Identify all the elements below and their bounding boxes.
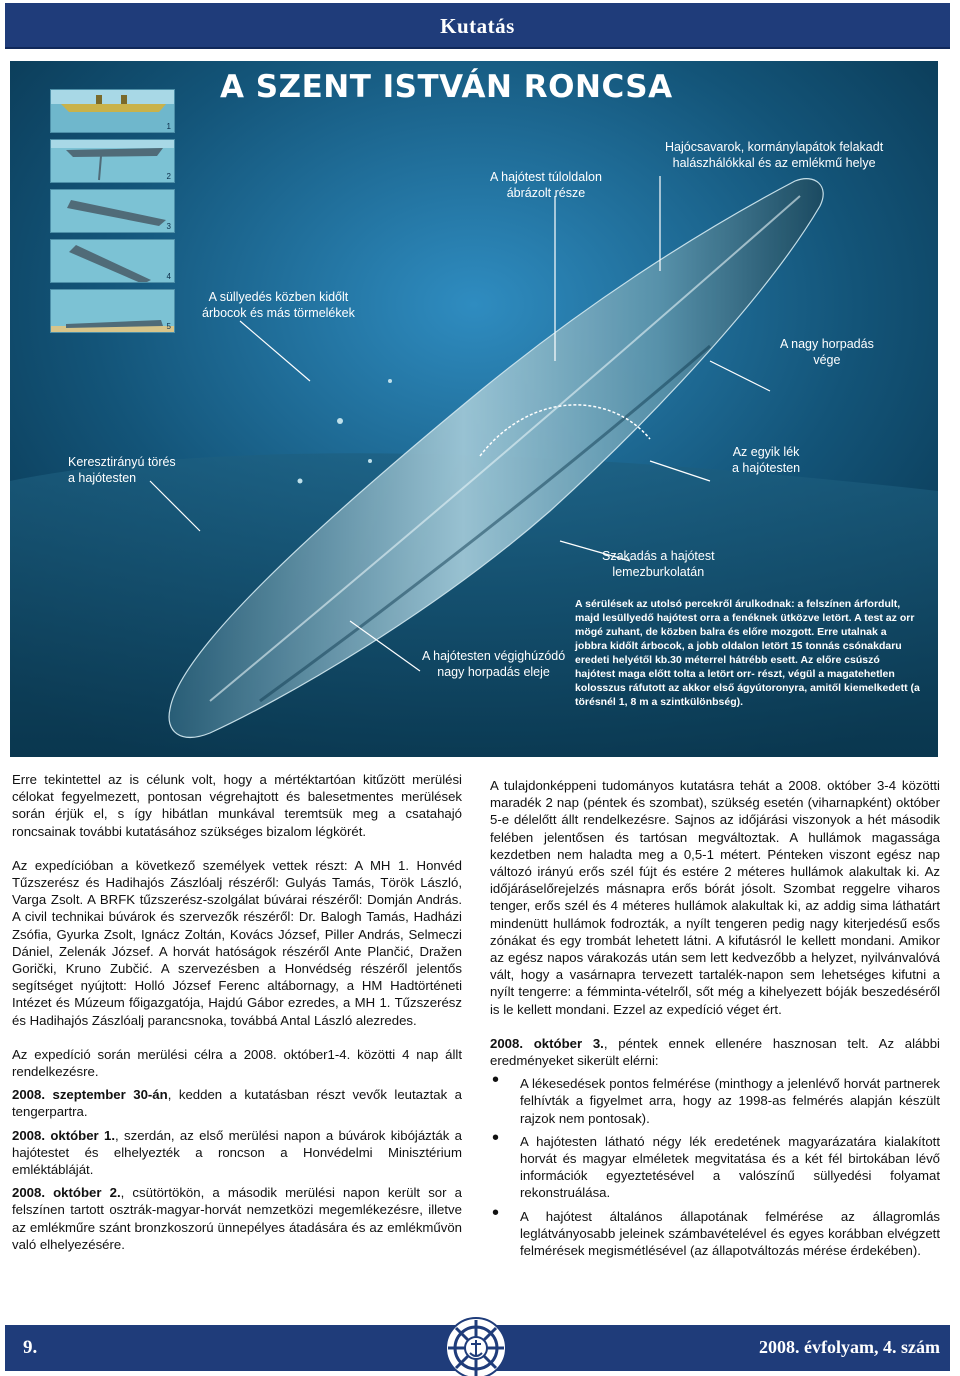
paragraph: Az expedíció során merülési célra a 2008. október1-4. közötti 4 nap állt rendelkezésre. <box>12 1046 462 1080</box>
ship-wheel-anchor-icon <box>444 1316 508 1376</box>
paragraph <box>490 1035 940 1069</box>
callout-hull-other-side: A hajótest túloldalon ábrázolt része <box>490 170 602 200</box>
section-title: Kutatás <box>440 14 515 38</box>
paragraph <box>12 1086 462 1120</box>
issue-label: 2008. évfolyam, 4. szám <box>759 1337 940 1357</box>
date-label: 2008. október 3. <box>490 1035 604 1051</box>
ship-silhouette-icon <box>51 90 175 133</box>
thumbnail-number: 1 <box>166 122 171 131</box>
sinking-stage-thumbnail <box>50 139 175 183</box>
list-item: • A lékesedések pontos felmérése (minthogy a jelenlévő horvát partnerek felhívták a figyelmet arra, hogy az 1998-as felmérés alapján készült rajzok nem pontosak). <box>490 1075 940 1127</box>
paragraph-text: , csütörtökön, a második merülési napon került sor a felszínen tartott osztrák-magyar-horvát nemzetközi megemlékezésre, illetve az emlékműre szánt bronzkoszorú ünnepélyes átadására és az emlékművön való elhelyezésére. <box>12 1185 462 1252</box>
paragraph-text: , kedden a kutatásban részt vevők leutaztak a tengerpartra. <box>12 1087 462 1120</box>
results-list <box>490 1075 940 1259</box>
date-label: 2008. szeptember 30-án <box>12 1087 168 1103</box>
ship-silhouette-icon <box>51 240 175 283</box>
callout-plating-tear: Szakadás a hajótest lemezburkolatán <box>602 549 715 579</box>
paragraph: A tulajdonképpeni tudományos kutatásra tehát a 2008. október 3-4 közötti maradék 2 nap (péntek és szombat), szükség esetén (viharnapként) október 5-e délelőtt állt rendelkezésre. Sajnos az időjárási viszonyok a hét második felében jelentősen és tartósan megváltoztak. A hullámok magassága kezdetben nem haladta meg a 0,5-1 métert. Pénteken viszont egész nap változó irányú erős szél fújt és estére 2 méteres hullámok alakultak ki. Az időjáráselőrejelzés másnapra erős bórát jósolt. Szombat reggelre viharos tenger, erős szél és 4 méteres hullámok alakultak ki, az addig sima láthatárt mindenütt hullámok fodrozták, a nyílt tengeren pedig nagy kiterjedésű esős zónákat és egy trombát lehetett látni. A kifutásról le kellett mondani. Amikor az egész napos várakozás után sem lett kedvezőbb a helyzet, nyilvánvalóvá vált, hogy a vasárnapra tervezett tartalék-napon sem lehetséges kifutni a nyílt tengerre: a fémminta-vételről, sőt még a kihelyezett bóják beszedéséről is le kellett mondani. Ezzel az expedíció véget ért. <box>490 778 940 1017</box>
date-label: 2008. október 1. <box>12 1127 116 1143</box>
sinking-stage-thumbnail <box>50 289 175 333</box>
thumbnail-number: 3 <box>166 222 171 231</box>
wreck-illustration <box>10 61 938 757</box>
callout-hull-leak: Az egyik lék a hajótesten <box>732 445 801 475</box>
sinking-stage-thumbnail <box>50 189 175 233</box>
sinking-stage-thumbnail <box>50 89 175 133</box>
ship-silhouette-icon <box>51 140 175 183</box>
header-bar <box>5 3 950 49</box>
paragraph: Az expedícióban a következő személyek vettek részt: A MH 1. Honvéd Tűzszerész és Hadihajós Zászlóalj részéről: Gulyás Tamás, Török László, Varga Zsolt. A BRFK tűzszerész-szolgálat búvárai részéről: Domján András. A civil technikai búvárok és szervezők részéről: Dr. Balogh Tamás, Hadházi Zsófia, Gyurka Zsolt, Ignácz Zoltán, Kovács József, Piller András, Selmeczi Dániel, Zelenák József. A horvát hatóságok részéről Ante Plančić, Dražen Gorički, Kruno Zubčić. A szervezésben a Honvédség részéről jelentős segítséget nyújtott: Holló József Ferenc altábornagy, a HM Hadtörténeti Intézet és Múzeum főigazgatója, Hajdú Gábor ezredes, a MH 1. Tűzszerész és Hadihajós Zászlóalj parancsnoka, továbbá Antal László alezredes. <box>12 857 462 1028</box>
left-text-column <box>12 771 462 1253</box>
thumbnail-number: 5 <box>166 322 171 331</box>
ship-silhouette-icon <box>51 190 175 233</box>
thumbnail-number: 2 <box>166 172 171 181</box>
callout-transverse-crack: Keresztirányú törés a hajótesten <box>68 455 176 485</box>
page-number: 9. <box>23 1337 38 1358</box>
paragraph <box>12 1184 462 1253</box>
ship-silhouette-icon <box>51 290 175 333</box>
paragraph-text: , szerdán, az első merülési napon a búvárok kibójázták a hajótestet és elhelyezték a roncson a Honvédelmi Minisztérium emléktábláját. <box>12 1127 463 1178</box>
list-item: • A hajótesten látható négy lék eredetének magyarázatára kialakított horvát és magyar elméletek megvitatása és a két fél birtokában lévő információk egyeztetésével a valószínű süllyedési folyamat rekonstruálása. <box>490 1133 940 1202</box>
illustration-title: A SZENT ISTVÁN RONCSA <box>220 69 673 105</box>
thumbnail-number: 4 <box>166 272 171 281</box>
callout-dent-end: A nagy horpadás vége <box>780 337 874 367</box>
paragraph <box>12 1127 462 1179</box>
callout-fallen-masts: A süllyedés közben kidőlt árbocok és más törmelékek <box>202 290 355 320</box>
callout-dent-start: A hajótesten végighúzódó nagy horpadás eleje <box>422 649 566 679</box>
date-label: 2008. október 2. <box>12 1185 121 1201</box>
right-text-column <box>490 777 940 1265</box>
paragraph: Erre tekintettel az is célunk volt, hogy a mértéktartóan kitűzött merülési célokat fegyelmezett, pontosan végrehajtott és balesetmentes merülések során érjük el, s így hibátlan munkával teremtsük meg a csatahajó roncsainak további kutatásához szükséges bizalom légkörét. <box>12 772 462 839</box>
damage-explanation: A sérülések az utolsó percekről árulkodnak: a felszínen árfordult, majd lesüllyedő hajótest orra a fenéknek ütközve letört. A test az orr mögé zuhant, de közben balra és előre mozgott. Erre utalnak a jobbra kidőlt árbocok, a jobb oldalon letört 15 tonnás csónakdaru eredeti helyétől kb.30 méterrel hátrébb esett. Az előre csúszó hajótest maga előtt tolta a letört orr- részt, végül a magatehetlen kolosszus ráfutott az akkor első ágyútoronyra, amitől kiemelkedett (a törésnél 1, 8 m a szintkülönbség). <box>575 598 920 708</box>
list-item: • A hajótest általános állapotának felmérése az állagromlás leglátványosabb jeleinek számbavételével és egyes korábban elvégzett felmérések megismétlésével (az állapotváltozás mérése érdekében). <box>490 1208 940 1260</box>
paragraph-text: , péntek ennek ellenére hasznosan telt. Az alábbi eredményeket sikerült elérni: <box>490 1035 940 1069</box>
callout-propellers: Hajócsavarok, kormánylapátok felakadt halászhálókkal és az emlékmű helye <box>665 140 884 170</box>
sinking-stage-thumbnail <box>50 239 175 283</box>
